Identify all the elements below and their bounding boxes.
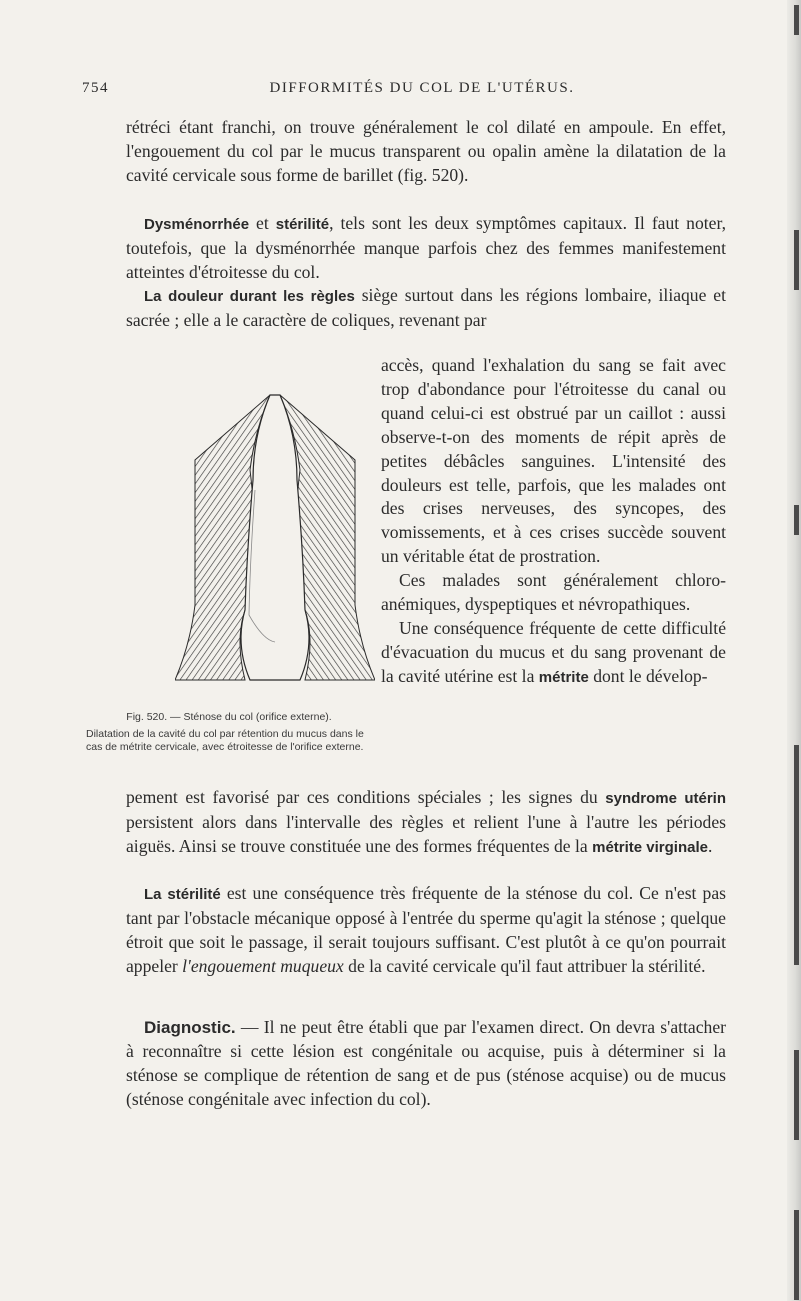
para6-text: — Il ne peut être établi que par l'examen direct. On devra s'attacher à reconnaître si cette lésion est congénitale ou acquise, puis à déterminer si la sténose se complique de rétention de sang et de pus (sténose acquise) ou de mucus (sténose congénitale avec infection du col).: [126, 1017, 726, 1109]
edge-mark: [794, 1210, 799, 1300]
para6: [126, 1016, 726, 1112]
para3-text: siège surtout dans les régions lombaire, iliaque et sacrée ; elle a le caractère de coliques, revenant par: [126, 285, 726, 330]
term-metrite: métrite: [538, 668, 589, 686]
term-dysmenorrhee: Dysménorrhée: [144, 216, 250, 233]
side-p3-a: Une conséquence fréquente de cette difficulté d'évacuation du mucus et du sang provenant de la cavité utérine est la: [381, 617, 726, 686]
paragraph-continuation: [126, 116, 726, 188]
term-douleur: La douleur durant les règles: [144, 288, 355, 305]
term-sterilite: stérilité: [275, 216, 330, 233]
paragraph-diagnostic: [126, 1016, 726, 1112]
para5-text-a: est une conséquence très fréquente de la sténose du col. Ce n'est pas tant par l'obstacle mécanique opposé à l'entrée du sperme qu'agit la sténose ; quelque étroit que soit le passage, il serait toujours suffisant. C'est plutôt à ce qu'on pourrait appeler: [126, 883, 726, 976]
para4: [126, 786, 726, 860]
page-header: [82, 80, 722, 102]
edge-mark: [794, 505, 799, 535]
side-column: [381, 354, 726, 690]
paragraph-metrite: [126, 786, 726, 860]
para1-text: rétréci étant franchi, on trouve généralement le col dilaté en ampoule. En effet, l'engouement du col par le mucus transparent ou opalin amène la dilatation de la cavité cervicale sous forme de barillet (fig. 520).: [126, 117, 726, 185]
para5-text-b: de la cavité cervicale qu'il faut attribuer la stérilité.: [343, 955, 706, 976]
side-p3: [381, 617, 726, 690]
edge-mark: [794, 1050, 799, 1140]
para4-text-c: .: [708, 835, 713, 856]
para3: [126, 284, 726, 333]
heading-diagnostic: Diagnostic.: [144, 1018, 236, 1037]
para4-text-a: pement est favorisé par ces conditions spéciales ; les signes du: [126, 787, 606, 807]
page-edge: [787, 0, 801, 1301]
term-la-sterilite: La stérilité: [144, 886, 221, 903]
para2-text-b: , tels sont les deux symptômes capitaux. Il faut noter, toutefois, que la dysménorrhée manque parfois chez des femmes manifestement atteintes d'étroitesse du col.: [126, 213, 726, 282]
para5: [126, 882, 726, 979]
term-syndrome: syndrome utérin: [605, 790, 727, 807]
paragraph-dysmenorrhee: [126, 212, 726, 285]
figure-caption: [84, 711, 374, 754]
caption-title: Fig. 520. — Sténose du col (orifice externe).: [126, 711, 332, 723]
page-number: 754: [82, 80, 109, 96]
paragraph-douleur: [126, 284, 726, 333]
figure-520-illustration: [175, 390, 375, 690]
side-p1: accès, quand l'exhalation du sang se fait avec trop d'abondance pour l'étroitesse du canal ou quand celui-ci est obstrué par un caillot : aussi observe-t-on des moments de répit après de petites débâcles sanguines. L'intensité des douleurs est telle, parfois, que les malades ont des crises nerveuses, des syncopes, des vomissements, et à ces crises succède souvent un véritable état de prostration.: [381, 355, 726, 567]
paragraph-sterilite: [126, 882, 726, 979]
running-title: DIFFORMITÉS DU COL DE L'UTÉRUS.: [269, 80, 575, 96]
para2: [126, 212, 726, 285]
para4-text-b: persistent alors dans l'intervalle des règles et relient l'une à l'autre les périodes aiguës. Ainsi se trouve constituée une des formes fréquentes de la: [126, 811, 726, 856]
edge-mark: [794, 5, 799, 35]
edge-mark: [794, 230, 799, 290]
para2-text-a: et: [249, 213, 276, 233]
term-engouement: l'engouement muqueux: [182, 955, 344, 976]
side-p2: Ces malades sont généralement chloro-anémiques, dyspeptiques et névropathiques.: [381, 570, 726, 615]
edge-mark: [794, 745, 799, 965]
side-p3-b: dont le dévelop-: [588, 665, 708, 686]
caption-desc: Dilatation de la cavité du col par rétention du mucus dans le cas de métrite cervicale, avec étroitesse de l'orifice externe.: [86, 728, 364, 753]
term-metrite-virginale: métrite virginale: [592, 838, 708, 856]
